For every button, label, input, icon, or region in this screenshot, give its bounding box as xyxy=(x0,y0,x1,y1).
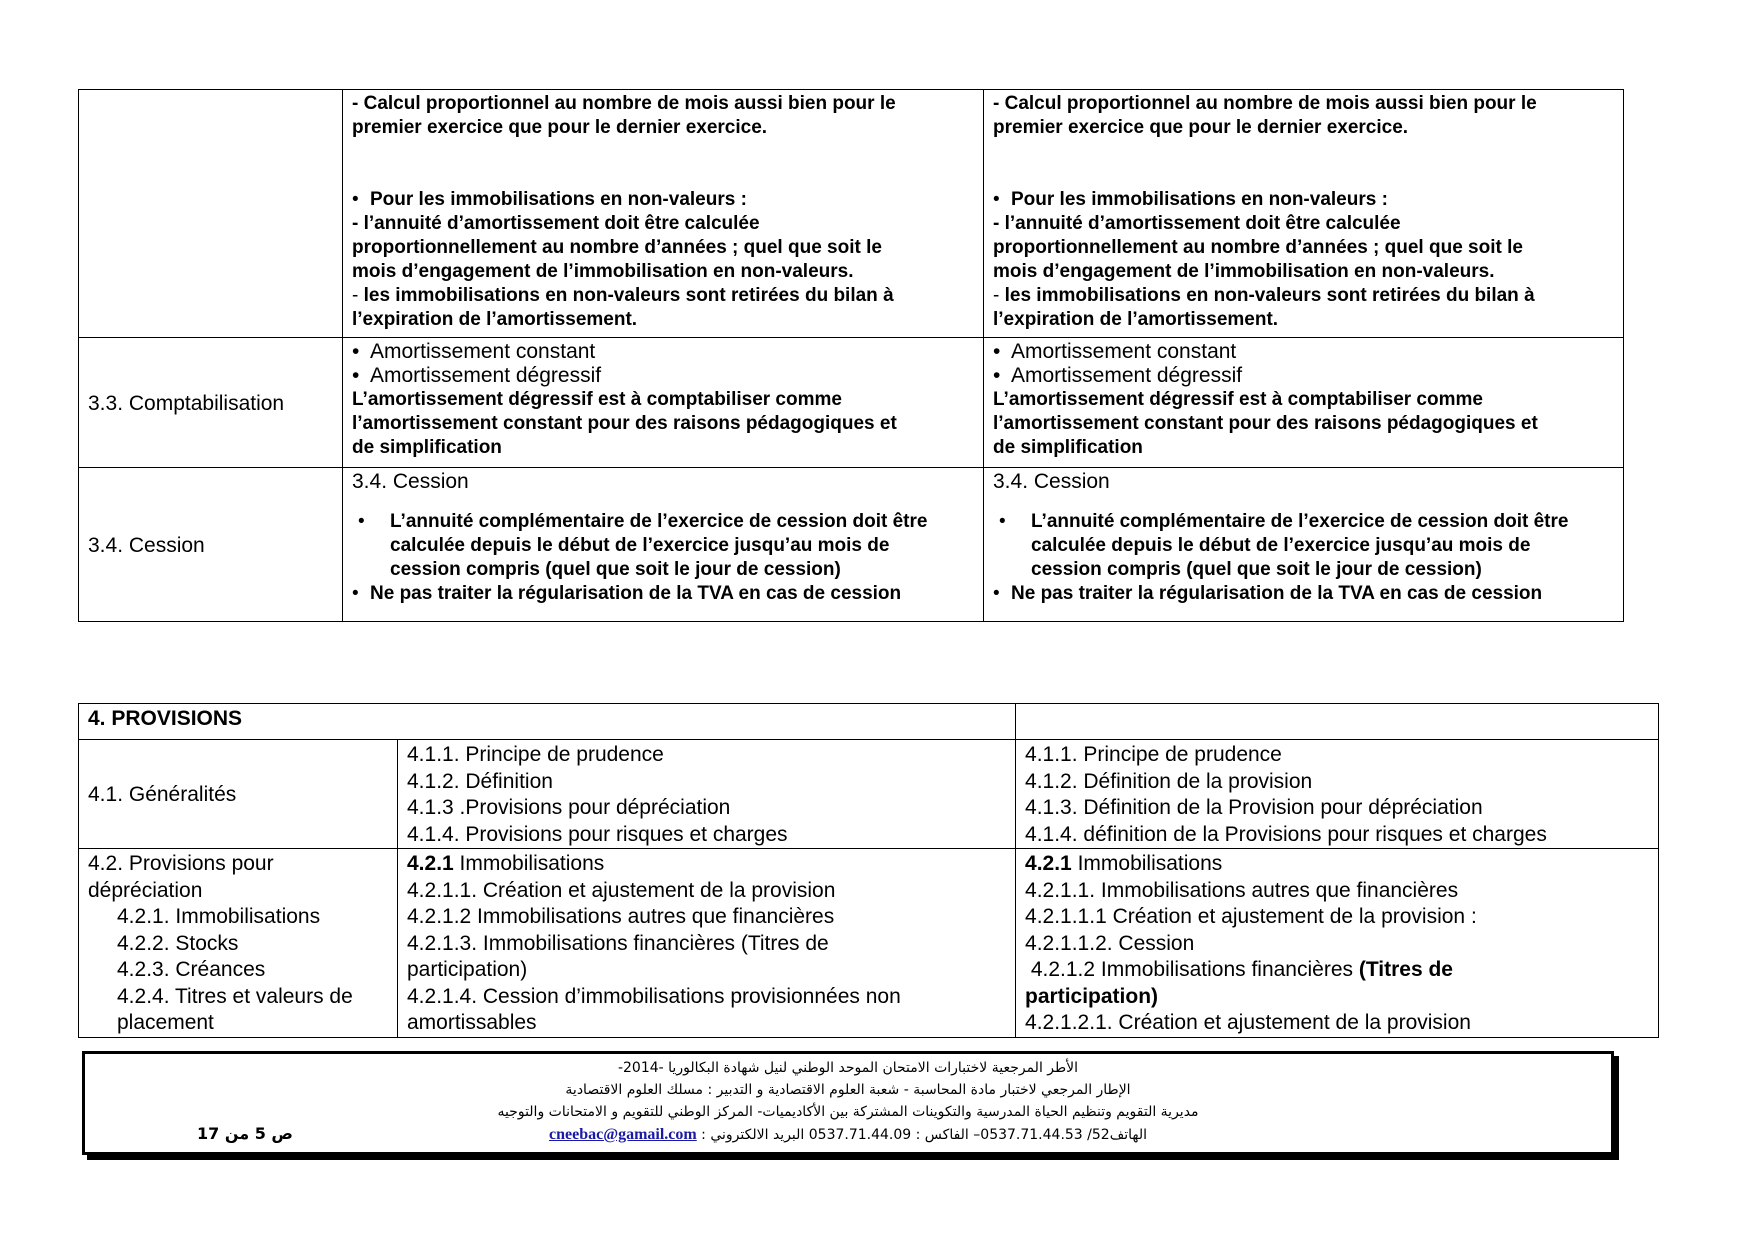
text-line: placement xyxy=(117,1011,214,1034)
text-line: 4.2.4. Titres et valeurs de xyxy=(117,984,353,1008)
text-line: 4.2.1.3. Immobilisations financières (Titres de xyxy=(407,931,829,955)
text-line: 4.2.1.4. Cession d’immobilisations provisionnées non xyxy=(407,984,901,1008)
text-line: proportionnellement au nombre d’années ; quel que soit le xyxy=(993,237,1523,258)
email-link[interactable]: cneebac@gamail.com xyxy=(549,1126,697,1143)
cell-heading: 3.4. Cession xyxy=(993,470,1110,493)
footer-contact xyxy=(85,1126,1611,1144)
bullet-item: • Pour les immobilisations en non-valeurs : xyxy=(993,188,1615,212)
text-line: 4.2. Provisions pour xyxy=(88,852,274,875)
text-line: 4.2.1.1. Immobilisations autres que financières xyxy=(1025,878,1459,902)
text-line: 4.2.1.2 Immobilisations financières xyxy=(1025,958,1359,981)
text-line: 4.2.3. Créances xyxy=(117,958,266,981)
text-line: 4.1.1. Principe de prudence xyxy=(407,743,664,766)
text-line: de simplification xyxy=(352,437,502,458)
text-line: les immobilisations en non-valeurs sont retirées du bilan à xyxy=(999,285,1535,306)
bold-text: (Titres de xyxy=(1358,958,1453,981)
footer-line: الأطر المرجعية لاختبارات الامتحان الموحد الوطني لنيل شهادة البكالوريا -2014- xyxy=(617,1060,1079,1076)
row-label xyxy=(79,849,398,1038)
text-line: - Calcul proportionnel au nombre de mois aussi bien pour le xyxy=(352,93,896,114)
cell-heading: 3.4. Cession xyxy=(352,470,469,493)
text-line: 4.1.2. Définition de la provision xyxy=(1025,769,1313,793)
text-line: 4.1.4. définition de la Provisions pour risques et charges xyxy=(1025,822,1547,846)
text-line: proportionnellement au nombre d’années ; quel que soit le xyxy=(352,237,882,258)
text-line: amortissables xyxy=(407,1011,537,1034)
text-line: 4.1.2. Définition xyxy=(407,769,553,793)
footer-line: مديرية التقويم وتنظيم الحياة المدرسية والتكوينات المشتركة بين الأكاديميات- المركز الوطني للتقويم و الامتحانات والتوجيه xyxy=(497,1104,1199,1120)
heading-number: 4.2.1 xyxy=(1025,852,1072,875)
text-line: l’amortissement constant pour des raisons pédagogiques et xyxy=(352,413,897,434)
text-line: 4.2.1.1.2. Cession xyxy=(1025,931,1195,955)
content-cell xyxy=(343,90,984,338)
text-line: 4.1.3 .Provisions pour dépréciation xyxy=(407,796,731,819)
text-line: l’expiration de l’amortissement. xyxy=(352,309,638,330)
dash: - xyxy=(993,285,1000,306)
text-line: premier exercice que pour le dernier exercice. xyxy=(993,117,1409,138)
table-row xyxy=(79,468,1624,622)
text-line: mois d’engagement de l’immobilisation en non-valeurs. xyxy=(993,261,1495,282)
text-line: - Calcul proportionnel au nombre de mois aussi bien pour le xyxy=(993,93,1537,114)
content-cell xyxy=(343,338,984,468)
heading-number: 4.2.1 xyxy=(407,852,454,875)
content-cell xyxy=(343,468,984,622)
table-row xyxy=(79,740,1659,849)
text-line: - l’annuité d’amortissement doit être calculée xyxy=(352,213,760,234)
text-line: de simplification xyxy=(993,437,1143,458)
section-title: 4. PROVISIONS xyxy=(79,704,1016,740)
contact-text: الهاتف52/ 0537.71.44.53– الفاكس : 0537.71.44.09 البريد الالكتروني : xyxy=(696,1127,1147,1143)
bullet-item: • L’annuité complémentaire de l’exercice de cession doit être xyxy=(993,510,1615,534)
bold-text: participation) xyxy=(1025,984,1159,1008)
footer-line: الإطار المرجعي لاختبار مادة المحاسبة - شعبة العلوم الاقتصادية و التدبير : مسلك العلوم الاقتصادية xyxy=(565,1082,1131,1098)
table-row xyxy=(79,338,1624,468)
text-line: L’amortissement dégressif est à comptabiliser comme xyxy=(993,389,1483,410)
text-line: 4.2.2. Stocks xyxy=(117,931,239,955)
heading-text: Immobilisations xyxy=(1071,852,1223,875)
text-line: dépréciation xyxy=(88,878,203,902)
row-label: 3.4. Cession xyxy=(79,468,343,622)
row-label: 4.1. Généralités xyxy=(79,740,398,849)
content-cell xyxy=(1016,740,1659,849)
bullet-item: • L’annuité complémentaire de l’exercice de cession doit être xyxy=(352,510,975,534)
bullet-item: • Amortissement dégressif xyxy=(352,364,975,388)
text-line: L’amortissement dégressif est à comptabiliser comme xyxy=(352,389,842,410)
text-line: 4.2.1.1. Création et ajustement de la provision xyxy=(407,878,836,902)
text-line: 4.1.1. Principe de prudence xyxy=(1025,743,1282,766)
content-cell xyxy=(398,740,1016,849)
text-line: 4.2.1.2.1. Création et ajustement de la provision xyxy=(1025,1011,1471,1034)
text-line: calculée depuis le début de l’exercice jusqu’au mois de xyxy=(1031,535,1531,556)
bullet-item: • Amortissement constant xyxy=(352,340,975,364)
text-line: 4.2.1.1.1 Création et ajustement de la provision : xyxy=(1025,905,1477,928)
text-line: mois d’engagement de l’immobilisation en non-valeurs. xyxy=(352,261,854,282)
provisions-table xyxy=(78,703,1659,1038)
text-line: calculée depuis le début de l’exercice jusqu’au mois de xyxy=(390,535,890,556)
content-cell xyxy=(398,849,1016,1038)
bullet-item: • Pour les immobilisations en non-valeurs : xyxy=(352,188,975,212)
row-label xyxy=(79,90,343,338)
heading-text: Immobilisations xyxy=(453,852,605,875)
text-line: les immobilisations en non-valeurs sont retirées du bilan à xyxy=(358,285,894,306)
table-row xyxy=(79,90,1624,338)
bullet-item: • Ne pas traiter la régularisation de la TVA en cas de cession xyxy=(352,582,975,606)
text-line: 4.1.3. Définition de la Provision pour dépréciation xyxy=(1025,796,1483,819)
bullet-item: • Amortissement dégressif xyxy=(993,364,1615,388)
content-cell xyxy=(984,468,1624,622)
text-line: l’amortissement constant pour des raisons pédagogiques et xyxy=(993,413,1538,434)
page-footer xyxy=(82,1051,1614,1155)
text-line: participation) xyxy=(407,958,528,981)
table-row xyxy=(79,704,1659,740)
text-line: 4.1.4. Provisions pour risques et charges xyxy=(407,822,788,846)
text-line: l’expiration de l’amortissement. xyxy=(993,309,1279,330)
text-line: 4.2.1.2 Immobilisations autres que financières xyxy=(407,905,835,928)
content-cell xyxy=(984,90,1624,338)
content-cell xyxy=(1016,849,1659,1038)
content-cell xyxy=(984,338,1624,468)
page-number: ص 5 من 17 xyxy=(197,1124,293,1143)
text-line: 4.2.1. Immobilisations xyxy=(117,905,321,928)
row-label: 3.3. Comptabilisation xyxy=(79,338,343,468)
text-line: premier exercice que pour le dernier exercice. xyxy=(352,117,768,138)
immobilisations-table xyxy=(78,89,1624,622)
empty-cell xyxy=(1016,704,1659,740)
text-line: cession compris (quel que soit le jour de cession) xyxy=(390,559,841,580)
text-line: - l’annuité d’amortissement doit être calculée xyxy=(993,213,1401,234)
bullet-item: • Amortissement constant xyxy=(993,340,1615,364)
bullet-item: • Ne pas traiter la régularisation de la TVA en cas de cession xyxy=(993,582,1615,606)
table-row xyxy=(79,849,1659,1038)
dash: - xyxy=(352,285,359,306)
text-line: cession compris (quel que soit le jour de cession) xyxy=(1031,559,1482,580)
